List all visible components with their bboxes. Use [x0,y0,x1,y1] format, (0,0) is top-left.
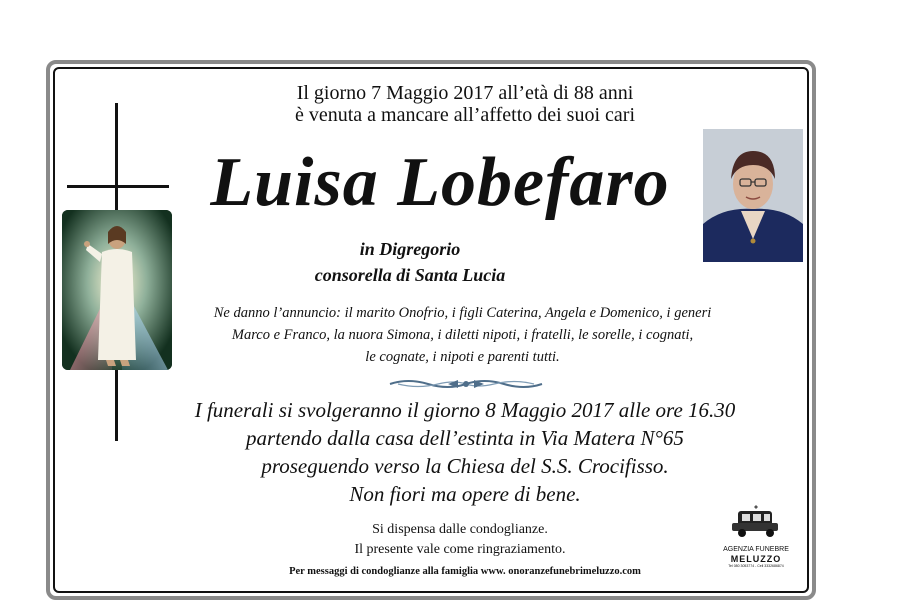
death-notice-intro [180,82,750,126]
married-name: in Digregorio [359,239,461,259]
family-announcement [190,302,735,368]
funeral-line-2: partendo dalla casa dell’estinta in Via Matera N°65 [246,426,684,450]
notes-line-1: Si dispensa dalle condoglianze. [372,522,548,537]
notes-line-2: Il presente vale come ringraziamento. [354,542,566,557]
cross-horizontal-bar [67,185,169,188]
funeral-line-4: Non fiori ma opere di bene. [349,482,581,506]
logo-line-2: MELUZZO [730,554,782,564]
subtitle-block [200,236,620,288]
deceased-photo [703,129,803,262]
closing-notes [300,520,620,560]
ornamental-divider [388,376,544,392]
announcement-line-3: le cognate, i nipoti e parenti tutti. [365,349,560,365]
announcement-line-2: Marco e Franco, la nuora Simona, i diletti nipoti, i fratelli, le sorelle, i cognati, [231,327,694,343]
logo-line-3: Tel 080 3053774 - Cell 3332686874 [728,564,784,568]
funeral-line-1: I funerali si svolgeranno il giorno 8 Maggio 2017 alle ore 16.30 [194,398,736,422]
agency-logo [720,505,792,568]
association-line: consorella di Santa Lucia [314,265,506,285]
divine-mercy-image [62,210,172,370]
hearse-icon [720,505,792,541]
condolence-footer: Per messaggi di condoglianze alla famiglia www. onoranzefunebrimeluzzo.com [289,566,641,577]
logo-line-1: AGENZIA FUNEBRE [723,546,789,553]
funeral-details [165,396,765,508]
deceased-name: Luisa Lobefaro [210,144,670,221]
intro-line-1: Il giorno 7 Maggio 2017 all’età di 88 anni [296,82,634,104]
intro-line-2: è venuta a mancare all’affetto dei suoi cari [294,104,635,126]
announcement-line-1: Ne danno l’annuncio: il marito Onofrio, i figli Caterina, Angela e Domenico, i generi [213,305,712,321]
funeral-line-3: proseguendo verso la Chiesa del S.S. Crocifisso. [261,454,669,478]
